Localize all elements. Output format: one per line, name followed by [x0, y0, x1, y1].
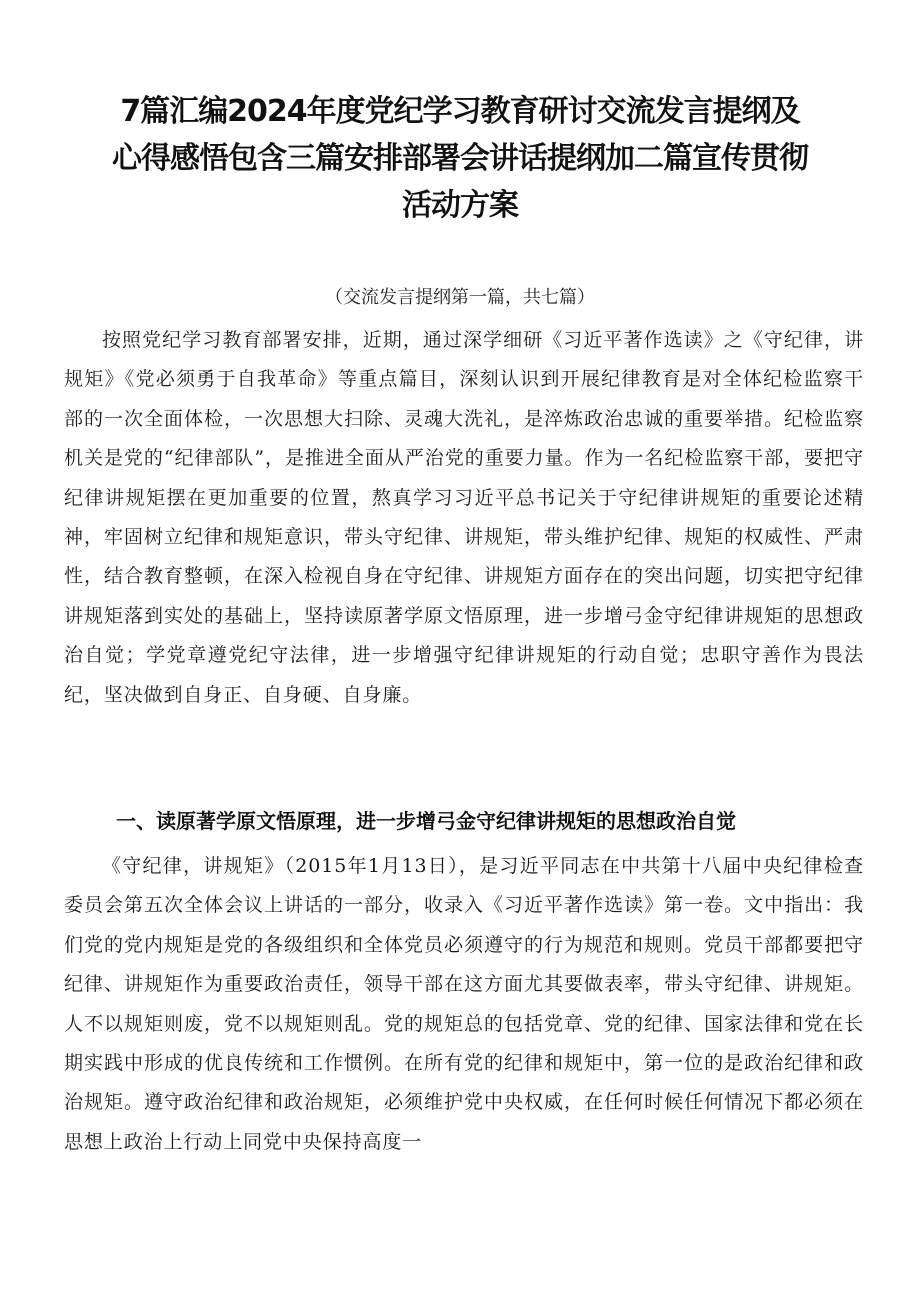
document-title [60, 88, 860, 229]
title-line-2: 心得感悟包含三篇安排部署会讲话提纲加二篇宣传贯彻 [112, 141, 808, 176]
body-paragraph-section-1: 《守纪律，讲规矩》（2015年1月13日），是习近平同志在中共第十八届中央纪律检查委员会第五次全体会议上讲话的一部分，收录入《习近平著作选读》第一卷。文中指出：我们党的党内规矩是党的各级组织和全体党员必须遵守的行为规范和规则。党员干部都要把守纪律、讲规矩作为重要政治责任，领导干部在这方面尤其要做表率，带头守纪律、讲规矩。人不以规矩则废，党不以规矩则乱。党的规矩总的包括党章、党的纪律、国家法律和党在长期实践中形成的优良传统和工作惯例。在所有党的纪律和规矩中，第一位的是政治纪律和政治规矩。遵守政治纪律和政治规矩，必须维护党中央权威，在任何时候任何情况下都必须在思想上政治上行动上同党中央保持高度一 [64, 855, 864, 1153]
title-line-3: 活动方案 [402, 188, 518, 223]
body-paragraph-intro: 按照党纪学习教育部署安排，近期，通过深学细研《习近平著作选读》之《守纪律，讲规矩》《党必须勇于自我革命》等重点篇目，深刻认识到开展纪律教育是对全体纪检监察干部的一次全面体检，一次思想大扫除、灵魂大洗礼，是淬炼政治忠诚的重要举措。纪检监察机关是党的“纪律部队”，是推进全面从严治党的重要力量。作为一名纪检监察干部，要把守纪律讲规矩摆在更加重要的位置，熬真学习习近平总书记关于守纪律讲规矩的重要论述精神，牢固树立纪律和规矩意识，带头守纪律、讲规矩，带头维护纪律、规矩的权威性、严肃性，结合教育整顿，在深入检视自身在守纪律、讲规矩方面存在的突出问题，切实把守纪律讲规矩落到实处的基础上，坚持读原著学原文悟原理，进一步增弓金守纪律讲规矩的思想政治自觉；学党章遵党纪守法律，进一步增强守纪律讲规矩的行动自觉；忠职守善作为畏法纪，坚决做到自身正、自身硬、自身廉。 [64, 329, 864, 706]
section-heading-1: 一、读原著学原文悟原理，进一步增弓金守纪律讲规矩的思想政治自觉 [116, 809, 736, 833]
document-subtitle: （交流发言提纲第一篇，共七篇） [325, 287, 595, 308]
title-line-1: 7篇汇编2024年度党纪学习教育研讨交流发言提纲及 [120, 94, 800, 129]
